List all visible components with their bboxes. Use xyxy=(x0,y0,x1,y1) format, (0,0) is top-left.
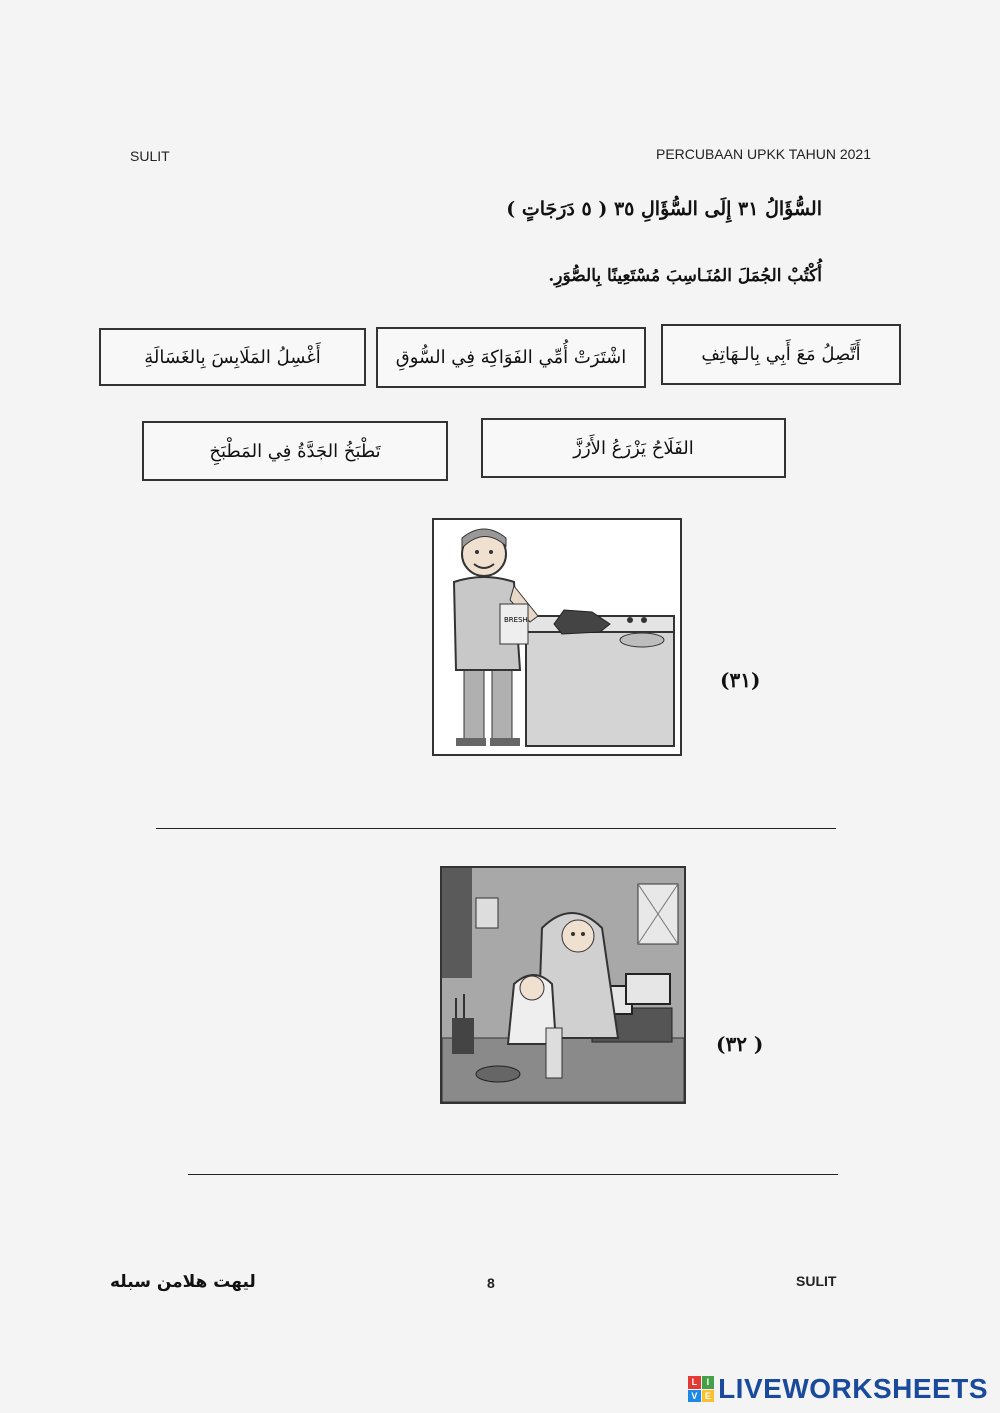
washing-illustration xyxy=(434,520,680,754)
section-title: السُّؤَالُ ٣١ إِلَى السُّؤَالِ ٣٥ ( ٥ دَرَجَاتٍ ) xyxy=(506,198,822,220)
word-bank-box-1: أَتَّصِلُ مَعَ أَبِي بِالـهَاتِفِ xyxy=(661,324,901,385)
brand-name: LIVEWORKSHEETS xyxy=(718,1373,988,1404)
word-bank-box-5: تَطْبَخُ الجَدَّةُ فِي المَطْبَخِ xyxy=(142,421,448,481)
word-bank-box-3: أَغْسِلُ المَلَابِسَ بِالغَسَالَةِ xyxy=(99,328,366,386)
kitchen-illustration xyxy=(442,868,684,1102)
question-number-31: (٣١) xyxy=(720,668,761,692)
footer-author: ليهت هلامن سبله xyxy=(110,1272,256,1292)
page-number: 8 xyxy=(487,1275,495,1291)
section-instruction: أُكْتُبْ الجُمَلَ المُنَـاسِبَ مُسْتَعِينًا بِالصُّوَرِ. xyxy=(548,266,822,286)
header-left: SULIT xyxy=(130,148,170,164)
word-bank-box-2: اشْتَرَتْ أُمِّي الفَوَاكِهَ فِي السُّوقِ xyxy=(376,327,646,388)
liveworksheets-logo-icon: L I V E xyxy=(688,1376,714,1402)
word-bank-box-4: الفَلَاحُ يَزْرَعُ الأَرُزَّ xyxy=(481,418,786,478)
answer-line-31[interactable] xyxy=(156,828,836,829)
question-number-32: ( ٣٢) xyxy=(716,1032,764,1056)
answer-line-32[interactable] xyxy=(188,1174,838,1175)
footer-right: SULIT xyxy=(796,1273,837,1289)
svg-text:BRESH: BRESH xyxy=(504,616,528,624)
liveworksheets-brand[interactable] xyxy=(688,1373,988,1405)
header-right: PERCUBAAN UPKK TAHUN 2021 xyxy=(656,146,871,162)
picture-grandmother-cooking xyxy=(440,866,686,1104)
picture-man-washing-clothes xyxy=(432,518,682,756)
